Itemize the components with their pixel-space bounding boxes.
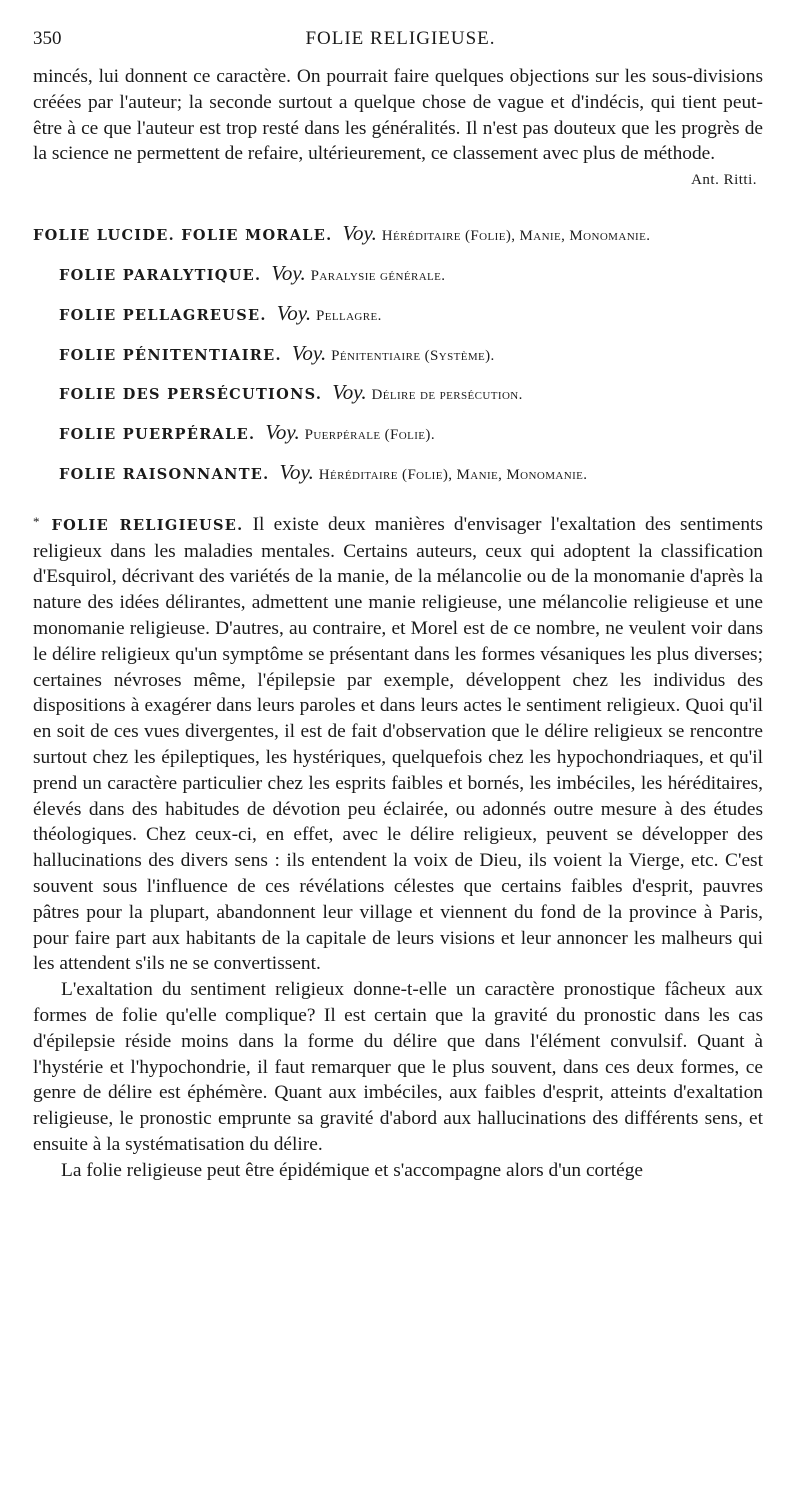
page-number: 350 bbox=[33, 28, 62, 49]
cross-ref-entry bbox=[33, 341, 763, 370]
article-text: Il existe deux manières d'envisager l'exaltation des sentiments religieux dans les maladies mentales. Certains auteurs, ceux qui adoptent la classification d'Esquirol, décrivant des variétés de la manie, de la mélancolie ou de la monomanie d'après la nature des idées délirantes, admettent une manie religieuse, une mélancolie religieuse et une monomanie religieuse. D'autres, au contraire, et Morel est de ce nombre, ne veulent voir dans le délire religieux qu'un symptôme se présentant dans les formes vésaniques les plus diverses; certaines névroses même, l'épilepsie par exemple, développent chez les individus des dispositions à exagérer dans leurs paroles et dans leurs actes le sentiment religieux. Quoi qu'il en soit de ces vues divergentes, il est de fait d'observation que le délire religieux se rencontre surtout chez les épileptiques, les hystériques, quelquefois chez les hypochondriaques, et qu'il prend un caractère particulier chez les esprits faibles et bornés, les imbéciles, les héréditaires, élevés dans des habitudes de dévotion peu éclairée, ou adonnés outre mesure à des études théologiques. Chez ceux-ci, en effet, avec le délire religieux, peuvent se développer des hallucinations des divers sens : ils entendent la voix de Dieu, ils voient la Vierge, etc. C'est souvent sous l'influence de ces révélations célestes que certains faibles d'esprit, pauvres pâtres pour la plupart, abandonnent leur village et viennent du fond de la province à Paris, pour faire part aux habitants de la capitale de leurs visions et leur annoncer les malheurs qui les attendent s'ils ne se convertissent. bbox=[33, 513, 763, 975]
entry-heading: FOLIE LUCIDE. FOLIE MORALE. bbox=[33, 227, 333, 245]
cross-ref-entry bbox=[33, 221, 763, 250]
cross-ref-entry bbox=[33, 460, 763, 489]
cross-ref-target: Pellagre. bbox=[315, 307, 382, 324]
page-body bbox=[33, 64, 763, 1183]
entry-heading: FOLIE PÉNITENTIAIRE. bbox=[59, 346, 282, 364]
article-paragraph bbox=[33, 509, 763, 977]
entry-heading: FOLIE PELLAGREUSE. bbox=[59, 306, 267, 324]
author-signature: Ant. Ritti. bbox=[691, 172, 757, 189]
voy-abbrev: Voy. bbox=[271, 260, 306, 285]
cross-ref-target: Héréditaire (Folie), Manie, Monomanie. bbox=[318, 466, 588, 483]
cross-ref-target: Pénitentiaire (Système). bbox=[331, 347, 495, 364]
cross-ref-entry bbox=[33, 301, 763, 330]
cross-ref-target: Héréditaire (Folie), Manie, Monomanie. bbox=[381, 228, 651, 245]
article-paragraph: L'exaltation du sentiment religieux donne-t-elle un caractère pronostique fâcheux aux formes de folie qu'elle complique? Il est certain que la gravité du pronostic dans les cas d'épilepsie réside moins dans la forme du délire que dans l'élément convulsif. Quant à l'hystérie et l'hypochondrie, il faut remarquer que le plus souvent, dans ces deux formes, ce genre de délire est éphémère. Quant aux imbéciles, aux faibles d'esprit, atteints d'exaltation religieuse, le pronostic emprunte sa gravité d'abord aux hallucinations des différents sens, et ensuite à la systématisation du délire. bbox=[33, 979, 763, 1155]
voy-abbrev: Voy. bbox=[265, 420, 300, 445]
entry-heading: FOLIE PARALYTIQUE. bbox=[59, 266, 262, 284]
page-header bbox=[33, 28, 768, 54]
voy-abbrev: Voy. bbox=[276, 300, 312, 325]
voy-abbrev: Voy. bbox=[291, 340, 327, 365]
running-head: FOLIE RELIGIEUSE. bbox=[305, 28, 496, 49]
cross-ref-target: Puerpérale (Folie). bbox=[304, 427, 435, 444]
article-heading: FOLIE RELIGIEUSE. bbox=[51, 516, 244, 534]
article-paragraph: La folie religieuse peut être épidémique et s'accompagne alors d'un cortége bbox=[61, 1159, 643, 1181]
cross-ref-entry bbox=[33, 261, 763, 290]
entry-heading: FOLIE RAISONNANTE. bbox=[59, 465, 270, 483]
continuation-paragraph: mincés, lui donnent ce caractère. On pourrait faire quelques objections sur les sous-divisions créées par l'auteur; la seconde surtout a quelque chose de vague et d'indécis, qui tient peut-être à ce que l'auteur est trop resté dans les généralités. Il n'est pas douteux que les progrès de la science ne permettent de refaire, ultérieurement, ce classement avec plus de méthode. bbox=[33, 66, 763, 165]
voy-abbrev: Voy. bbox=[332, 380, 367, 405]
entry-heading: FOLIE PUERPÉRALE. bbox=[59, 426, 256, 444]
cross-ref-entry bbox=[33, 380, 763, 409]
voy-abbrev: Voy. bbox=[279, 459, 314, 484]
cross-ref-target: Délire de persécution. bbox=[371, 387, 523, 404]
article-marker: * bbox=[33, 513, 40, 529]
voy-abbrev: Voy. bbox=[342, 221, 377, 246]
cross-ref-target: Paralysie générale. bbox=[310, 267, 446, 284]
entry-heading: FOLIE DES PERSÉCUTIONS. bbox=[59, 386, 323, 404]
cross-ref-entry bbox=[33, 420, 763, 449]
